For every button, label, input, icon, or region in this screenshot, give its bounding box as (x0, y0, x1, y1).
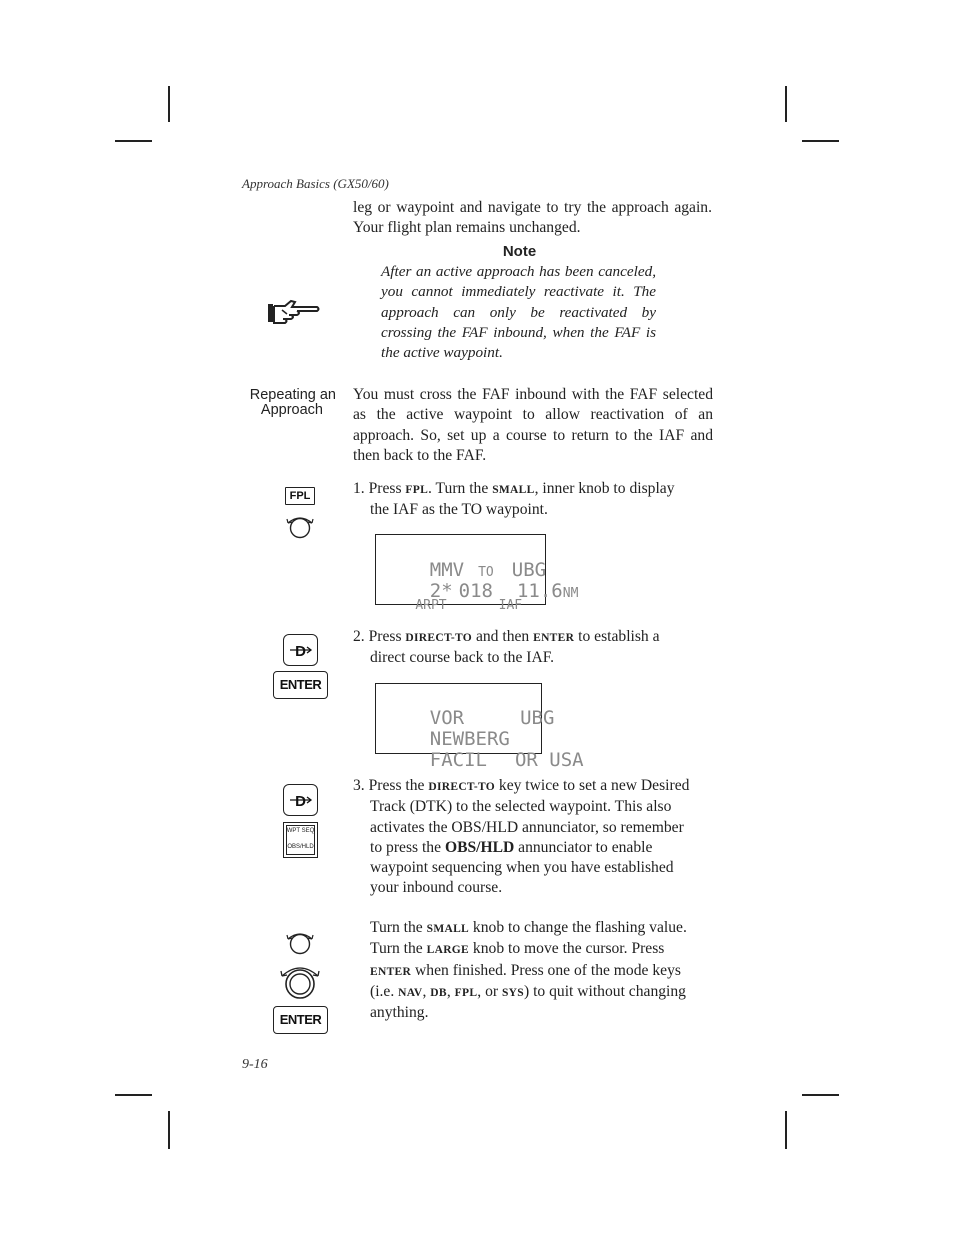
crop-mark (802, 140, 839, 142)
svg-text:D: D (295, 793, 306, 810)
crop-mark (802, 1094, 839, 1096)
enter-key-label: ENTER (279, 1012, 322, 1027)
fpl-key[interactable] (285, 487, 315, 505)
small-knob-icon[interactable] (284, 514, 316, 540)
lcd-to-label: TO (478, 565, 494, 580)
lcd-waypoint-type: VOR (429, 707, 465, 729)
step-1: 1. Press FPL. Turn the SMALL, inner knob to display the IAF as the TO waypoint. (353, 480, 675, 519)
enter-key[interactable] (273, 671, 328, 699)
section-heading (220, 388, 336, 418)
step-3: 3. Press the DIRECT-TO key twice to set a new Desired Track (DTK) to the selected waypoint. This also activates the OBS/HLD annunciator, so remember to press the OBS/HLD annunciator to enable waypoint sequencing when you have established your inbound course. (353, 777, 690, 897)
lcd-facility-label: FACIL (429, 749, 487, 771)
lcd-identifier: UBG (520, 707, 555, 729)
step-4: Turn the SMALL knob to change the flashing value. Turn the LARGE knob to move the cursor. Press ENTER when finished. Press one of the mode keys (i.e. NAV, DB, FPL, or SYS) to quit without changing anything. (370, 919, 687, 1022)
lcd-course: 018 (458, 580, 493, 602)
lcd-fix-label: IAF (498, 598, 523, 613)
direct-to-key[interactable] (283, 634, 318, 666)
lcd-distance: 11.6 (516, 580, 563, 602)
lcd-type: ARPT (415, 598, 447, 613)
lcd-facility-name: NEWBERG (429, 728, 510, 750)
lcd-screen-facility (375, 683, 584, 771)
crop-mark (115, 140, 152, 142)
running-header: Approach Basics (GX50/60) (242, 176, 389, 191)
page-number: 9-16 (242, 1057, 268, 1072)
crop-mark (115, 1094, 152, 1096)
pointing-hand-icon (267, 298, 321, 326)
section-intro: You must cross the FAF inbound with the FAF selected as the active waypoint to allow reactivation of an approach. So, set up a course to return to the IAF and then back to the FAF. (353, 386, 713, 464)
crop-mark (785, 86, 787, 122)
enter-key-label: ENTER (279, 677, 322, 692)
step-2: 2. Press DIRECT-TO and then ENTER to establish a direct course back to the IAF. (353, 628, 660, 667)
lcd-index: 2* (429, 580, 453, 602)
svg-text:D: D (295, 643, 306, 660)
note-text: After an active approach has been canceled, you cannot immediately reactivate it. The approach can only be reactivated by crossing the FAF inbound, when the FAF is the active waypoint. (381, 263, 656, 362)
section-heading-line: Approach (260, 402, 323, 418)
direct-to-key[interactable] (283, 784, 318, 816)
lcd-screen-waypoint (375, 534, 579, 613)
enter-key[interactable] (273, 1006, 328, 1034)
direct-to-icon (284, 635, 317, 665)
large-knob-icon[interactable] (278, 962, 322, 1000)
lcd-distance-unit: NM (562, 586, 579, 601)
obs-hld-annunciator[interactable] (283, 822, 318, 858)
small-knob-icon[interactable] (284, 930, 316, 956)
lcd-to-waypoint: UBG (511, 559, 547, 581)
annunciator-bottom-label: OBS/HLD (287, 844, 314, 850)
direct-to-icon (284, 785, 317, 815)
lcd-location: OR USA (514, 749, 584, 771)
note-title: Note (502, 243, 537, 260)
intro-paragraph: leg or waypoint and navigate to try the approach again. Your flight plan remains unchanged. (353, 199, 712, 237)
annunciator-top-label: WPT SEQ (286, 828, 315, 834)
crop-mark (168, 86, 170, 122)
crop-mark (168, 1111, 170, 1149)
section-heading-line: Repeating an (249, 387, 336, 403)
crop-mark (785, 1111, 787, 1149)
fpl-key-label: FPL (289, 490, 311, 502)
lcd-from-waypoint: MMV (429, 559, 465, 581)
